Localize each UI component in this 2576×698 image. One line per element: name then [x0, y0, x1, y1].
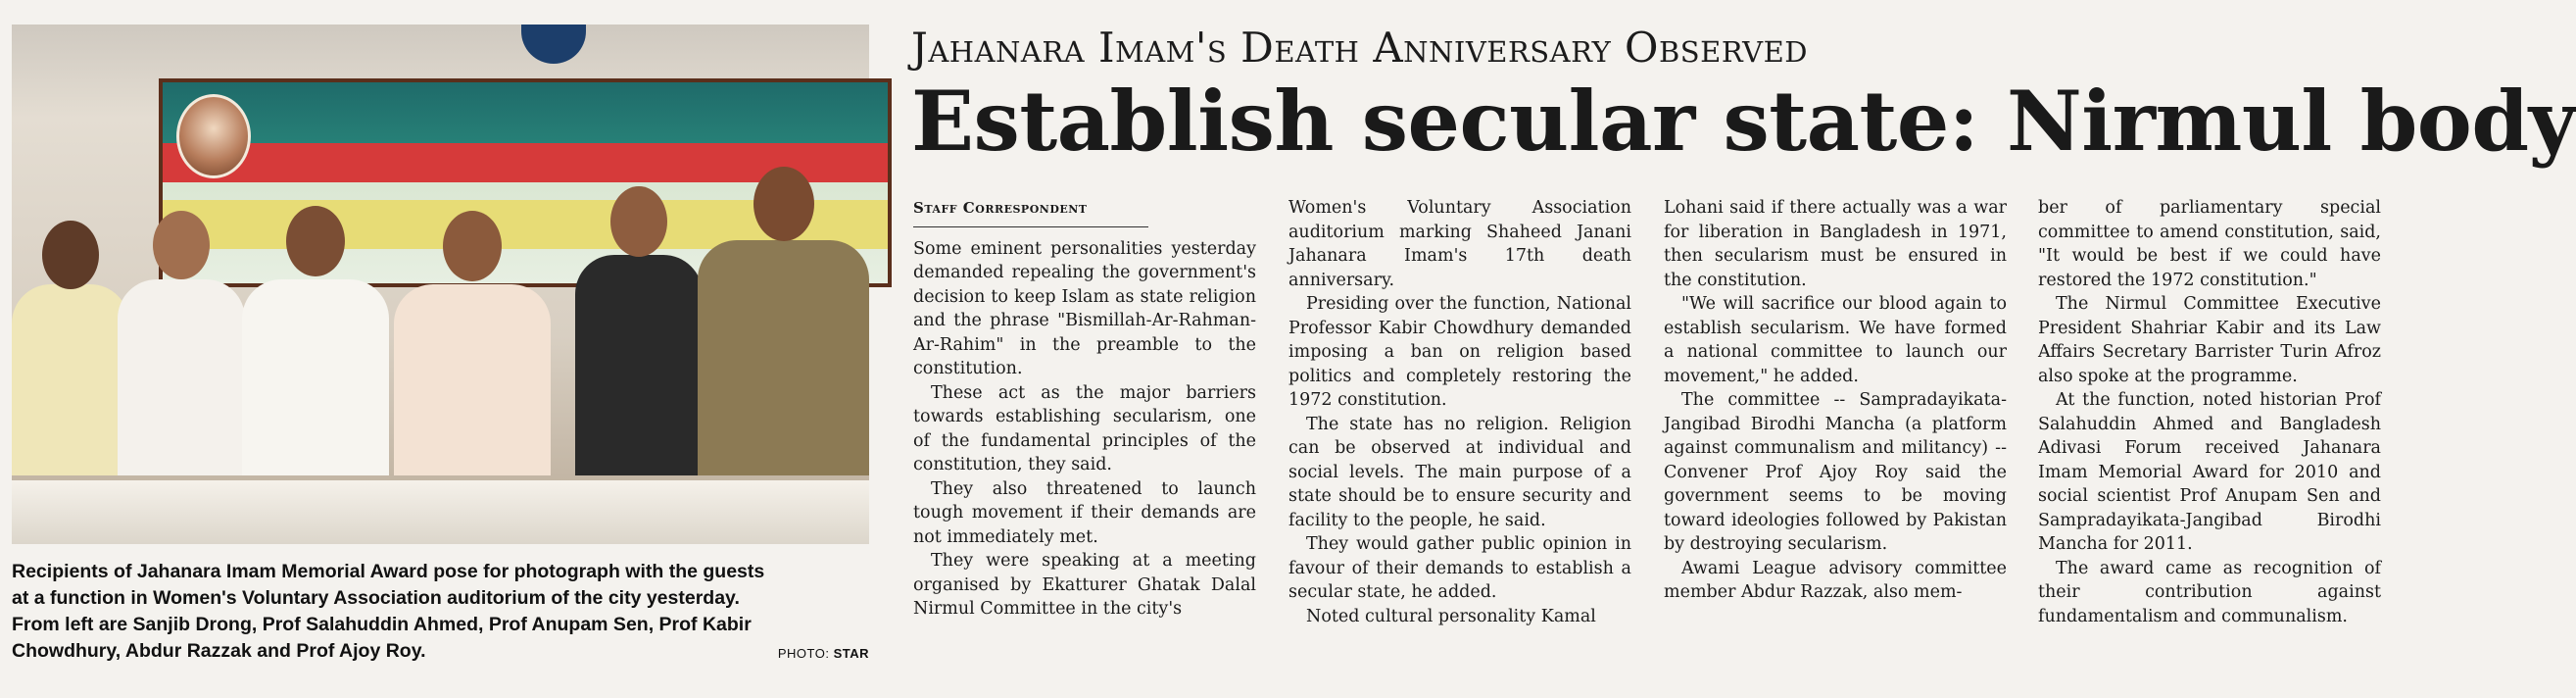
- person-5: [575, 186, 703, 475]
- person-3: [242, 206, 389, 475]
- caption-line: Recipients of Jahanara Imam Memorial Award pose for photograph with the guests: [12, 561, 765, 582]
- person-4: [394, 211, 551, 475]
- paragraph: These act as the major barriers towards establishing secularism, one of the fundamental principles of the constitution, they said.: [913, 382, 1256, 474]
- photo-caption: [12, 559, 869, 667]
- paragraph: The award came as recognition of their contribution against fundamentalism and communalism.: [2038, 558, 2381, 626]
- paragraph: "We will sacrifice our blood again to establish secularism. We have formed a national committee to launch our movement," he added.: [1664, 294, 2007, 386]
- caption-line: at a function in Women's Voluntary Association auditorium of the city yesterday.: [12, 587, 740, 609]
- person-6: [698, 167, 869, 475]
- article-column-1: [913, 196, 1256, 622]
- paragraph: They also threatened to launch tough movement if their demands are not immediately met.: [913, 478, 1256, 547]
- news-photo: [12, 25, 869, 544]
- article-column-3: [1664, 196, 2007, 605]
- article-column-4: [2038, 196, 2381, 628]
- photo-credit: PHOTO: STAR: [777, 646, 869, 661]
- paragraph: Awami League advisory committee member Abdur Razzak, also mem-: [1664, 558, 2007, 602]
- paragraph: The Nirmul Committee Executive President Shahriar Kabir and its Law Affairs Secretary Barrister Turin Afroz also spoke at the programme.: [2038, 294, 2381, 386]
- paragraph: Lohani said if there actually was a war for liberation in Bangladesh in 1971, then secularism must be ensured in the constitution.: [1664, 198, 2007, 290]
- paragraph: They were speaking at a meeting organised by Ekatturer Ghatak Dalal Nirmul Committee in the city's: [913, 551, 1256, 619]
- emblem-icon: [521, 25, 586, 64]
- paragraph: Presiding over the function, National Professor Kabir Chowdhury demanded imposing a ban on religion based politics and completely restoring the 1972 constitution.: [1288, 294, 1631, 410]
- byline: Staff Correspondent: [913, 196, 1148, 227]
- paragraph: The committee -- Sampradayikata-Jangibad Birodhi Mancha (a platform against communalism and militancy) -- Convener Prof Ajoy Roy said the government seems to be moving toward ideologies followed by Pakistan by destroying secularism.: [1664, 390, 2007, 554]
- person-1: [12, 221, 129, 475]
- article-column-2: [1288, 196, 1631, 628]
- portrait-icon: [176, 94, 251, 178]
- paragraph: Women's Voluntary Association auditorium marking Shaheed Janani Jahanara Imam's 17th death anniversary.: [1288, 198, 1631, 290]
- paragraph: Noted cultural personality Kamal: [1306, 606, 1596, 626]
- paragraph: ber of parliamentary special committee to amend constitution, said, "It would be best if we could have restored the 1972 constitution.": [2038, 198, 2381, 290]
- kicker: Jahanara Imam's Death Anniversary Observed: [911, 24, 1809, 72]
- headline: Establish secular state: Nirmul body: [911, 73, 2576, 170]
- caption-line: Chowdhury, Abdur Razzak and Prof Ajoy Roy.: [12, 640, 426, 662]
- paragraph: At the function, noted historian Prof Salahuddin Ahmed and Bangladesh Adivasi Forum received Jahanara Imam Memorial Award for 2010 and social scientist Prof Anupam Sen and Sampradayikata-Jangibad Birodhi Mancha for 2011.: [2038, 390, 2381, 554]
- paragraph: Some eminent personalities yesterday demanded repealing the government's decision to keep Islam as state religion and the phrase "Bismillah-Ar-Rahman-Ar-Rahim" in the preamble to the constitution.: [913, 238, 1256, 378]
- paragraph: They would gather public opinion in favour of their demands to establish a secular state, he added.: [1288, 534, 1631, 602]
- person-2: [118, 211, 245, 475]
- paragraph: The state has no religion. Religion can be observed at individual and social levels. The main purpose of a state should be to ensure security and facility to the people, he said.: [1288, 414, 1631, 530]
- award-table: [12, 480, 869, 544]
- caption-line: From left are Sanjib Drong, Prof Salahuddin Ahmed, Prof Anupam Sen, Prof Kabir: [12, 614, 752, 635]
